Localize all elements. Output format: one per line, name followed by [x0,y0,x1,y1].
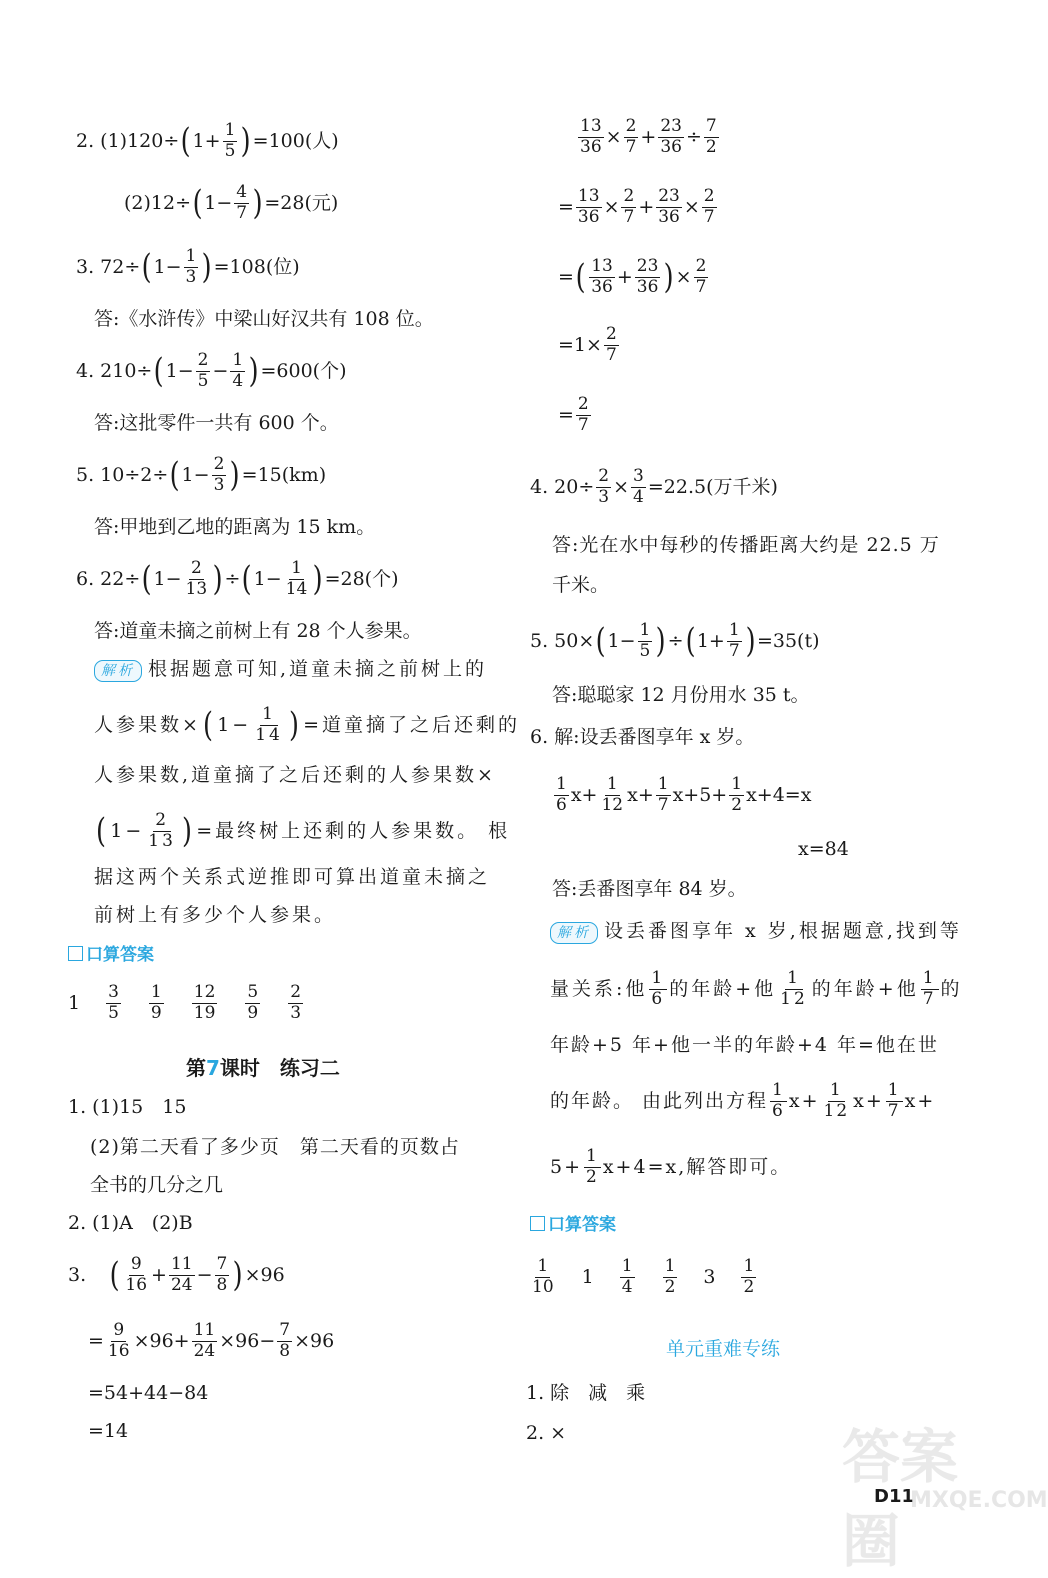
q6-equation: 6. 22÷ ( 1− $\frac{2}{13}$ ) ÷ ( 1− $\frac{1}{14}$ ) =28(个) [76,558,399,600]
q3-equation: 3. 72÷ ( 1− $\frac{1}{3}$ ) =108(位) [76,246,300,288]
analysis-line-2: 人参果数× ( 1− $\frac{1}{14}$ ) =道童摘了之后还剩的 [94,704,521,746]
unit-title: 单元重难专练 [666,1338,781,1360]
right-analysis-line-2: 量关系:他 $\frac{1}{6}$ 的年龄+他 $\frac{1}{12}$ 的年龄+他 $\frac{1}{7}$ 的 [550,968,963,1009]
right-analysis-line-5: 5+ $\frac{1}{2}$ x+4=x,解答即可。 [550,1146,792,1187]
practice-q1-line3: 全书的几分之几 [90,1174,224,1196]
practice-q3-line4: =14 [88,1420,129,1442]
q2-part2: (2)12÷ ( 1− $\frac{4}{7}$ ) =28(元) [124,182,339,224]
q4-equation: 4. 210÷ ( 1− $\frac{2}{5}$ − $\frac{1}{4}$ ) =600(个) [76,350,347,392]
q6-right-answer: 答:丢番图享年 84 岁。 [552,878,747,900]
q5-right-equation: 5. 50× ( 1− $\frac{1}{5}$ ) ÷ ( 1+ $\frac{1}{7}$ ) =35(t) [530,620,820,662]
practice-q1-line1: 1. (1)15 15 [68,1096,187,1118]
unit-q2: 2. × [526,1422,567,1444]
lesson-title: 第7课时 练习二 [186,1056,340,1080]
page-number: D11 [874,1486,914,1507]
analysis-line-4: ( 1− $\frac{2}{13}$ ) =最终树上还剩的人参果数。 根 [96,810,511,852]
square-icon [68,946,83,961]
oral-answers-row: 1 $\frac{3}{5}$ $\frac{1}{9}$ $\frac{12}{19}$ $\frac{5}{9}$ $\frac{2}{3}$ [68,982,302,1023]
watermark-logo: 答案圈 [842,1423,959,1575]
unit-q1: 1. 除 减 乘 [526,1382,646,1404]
right-analysis-line-1: 解析 设丢番图享年 x 岁,根据题意,找到等 [550,922,962,944]
q6-answer: 答:道童未摘之前树上有 28 个人参果。 [94,620,422,642]
analysis-line-3: 人参果数,道童摘了之后还剩的人参果数× [94,764,496,786]
calc-line-4: =1× $\frac{2}{7}$ [558,324,617,365]
right-analysis-tag: 解析 [550,922,598,944]
q6-right-solution: x=84 [798,838,849,860]
q5-equation: 5. 10÷2÷ ( 1− $\frac{2}{3}$ ) =15(km) [76,454,327,496]
q4-right-equation: 4. 20÷ $\frac{2}{3}$ × $\frac{3}{4}$ =22.5(万千米) [530,466,778,507]
q6-right-equation: $\frac{1}{6}$ x+ $\frac{1}{12}$ x+ $\frac{1}{7}$ x+5+ $\frac{1}{2}$ x+4=x [556,774,812,815]
watermark-url: MXQE.COM [910,1488,1048,1513]
right-analysis-line-4: 的年龄。 由此列出方程 $\frac{1}{6}$ x+ $\frac{1}{12}$ x+ $\frac{1}{7}$ x+ [550,1080,936,1121]
practice-q2: 2. (1)A (2)B [68,1212,193,1234]
right-oral-answers-row: $\frac{1}{10}$ 1 $\frac{1}{4}$ $\frac{1}{2}$ 3 $\frac{1}{2}$ [532,1256,755,1297]
practice-q3-line1: 3. ( $\frac{9}{16}$ + $\frac{11}{24}$ − $\frac{7}{8}$ ) ×96 [68,1254,285,1296]
oral-answers-title: 口算答案 [68,946,154,964]
analysis-tag: 解析 [94,660,142,682]
q2-part1: 2. (1)120÷ ( 1+ $\frac{1}{5}$ ) =100(人) [76,120,339,162]
analysis-line-6: 前树上有多少个人参果。 [94,904,337,926]
q4-answer: 答:这批零件一共有 600 个。 [94,412,339,434]
analysis-line-1: 解析 根据题意可知,道童未摘之前树上的 [94,660,487,682]
calc-line-2: = $\frac{13}{36}$ × $\frac{2}{7}$ + $\frac{23}{36}$ × $\frac{2}{7}$ [558,186,715,227]
practice-q1-line2: (2)第二天看了多少页 第二天看的页数占 [90,1136,460,1158]
q5-right-answer: 答:聪聪家 12 月份用水 35 t。 [552,684,810,706]
q5-answer: 答:甲地到乙地的距离为 15 km。 [94,516,376,538]
calc-line-5: = $\frac{2}{7}$ [558,394,589,435]
right-analysis-line-3: 年龄+5 年+他一半的年龄+4 年=他在世 [550,1034,939,1056]
q6-right-setup: 6. 解:设丢番图享年 x 岁。 [530,726,755,748]
square-icon [530,1216,545,1231]
analysis-line-5: 据这两个关系式逆推即可算出道童未摘之 [94,866,491,888]
q3-answer: 答:《水浒传》中梁山好汉共有 108 位。 [94,308,434,330]
calc-line-3: = ( $\frac{13}{36}$ + $\frac{23}{36}$ ) × $\frac{2}{7}$ [558,256,707,298]
practice-q3-line3: =54+44−84 [88,1382,209,1404]
practice-q3-line2: = $\frac{9}{16}$ ×96+ $\frac{11}{24}$ ×96− $\frac{7}{8}$ ×96 [88,1320,335,1361]
q4-right-answer-2: 千米。 [552,574,610,596]
right-oral-answers-title: 口算答案 [530,1216,616,1234]
q4-right-answer-1: 答:光在水中每秒的传播距离大约是 22.5 万 [552,534,940,556]
calc-line-1: $\frac{13}{36}$ × $\frac{2}{7}$ + $\frac{23}{36}$ ÷ $\frac{7}{2}$ [580,116,717,157]
